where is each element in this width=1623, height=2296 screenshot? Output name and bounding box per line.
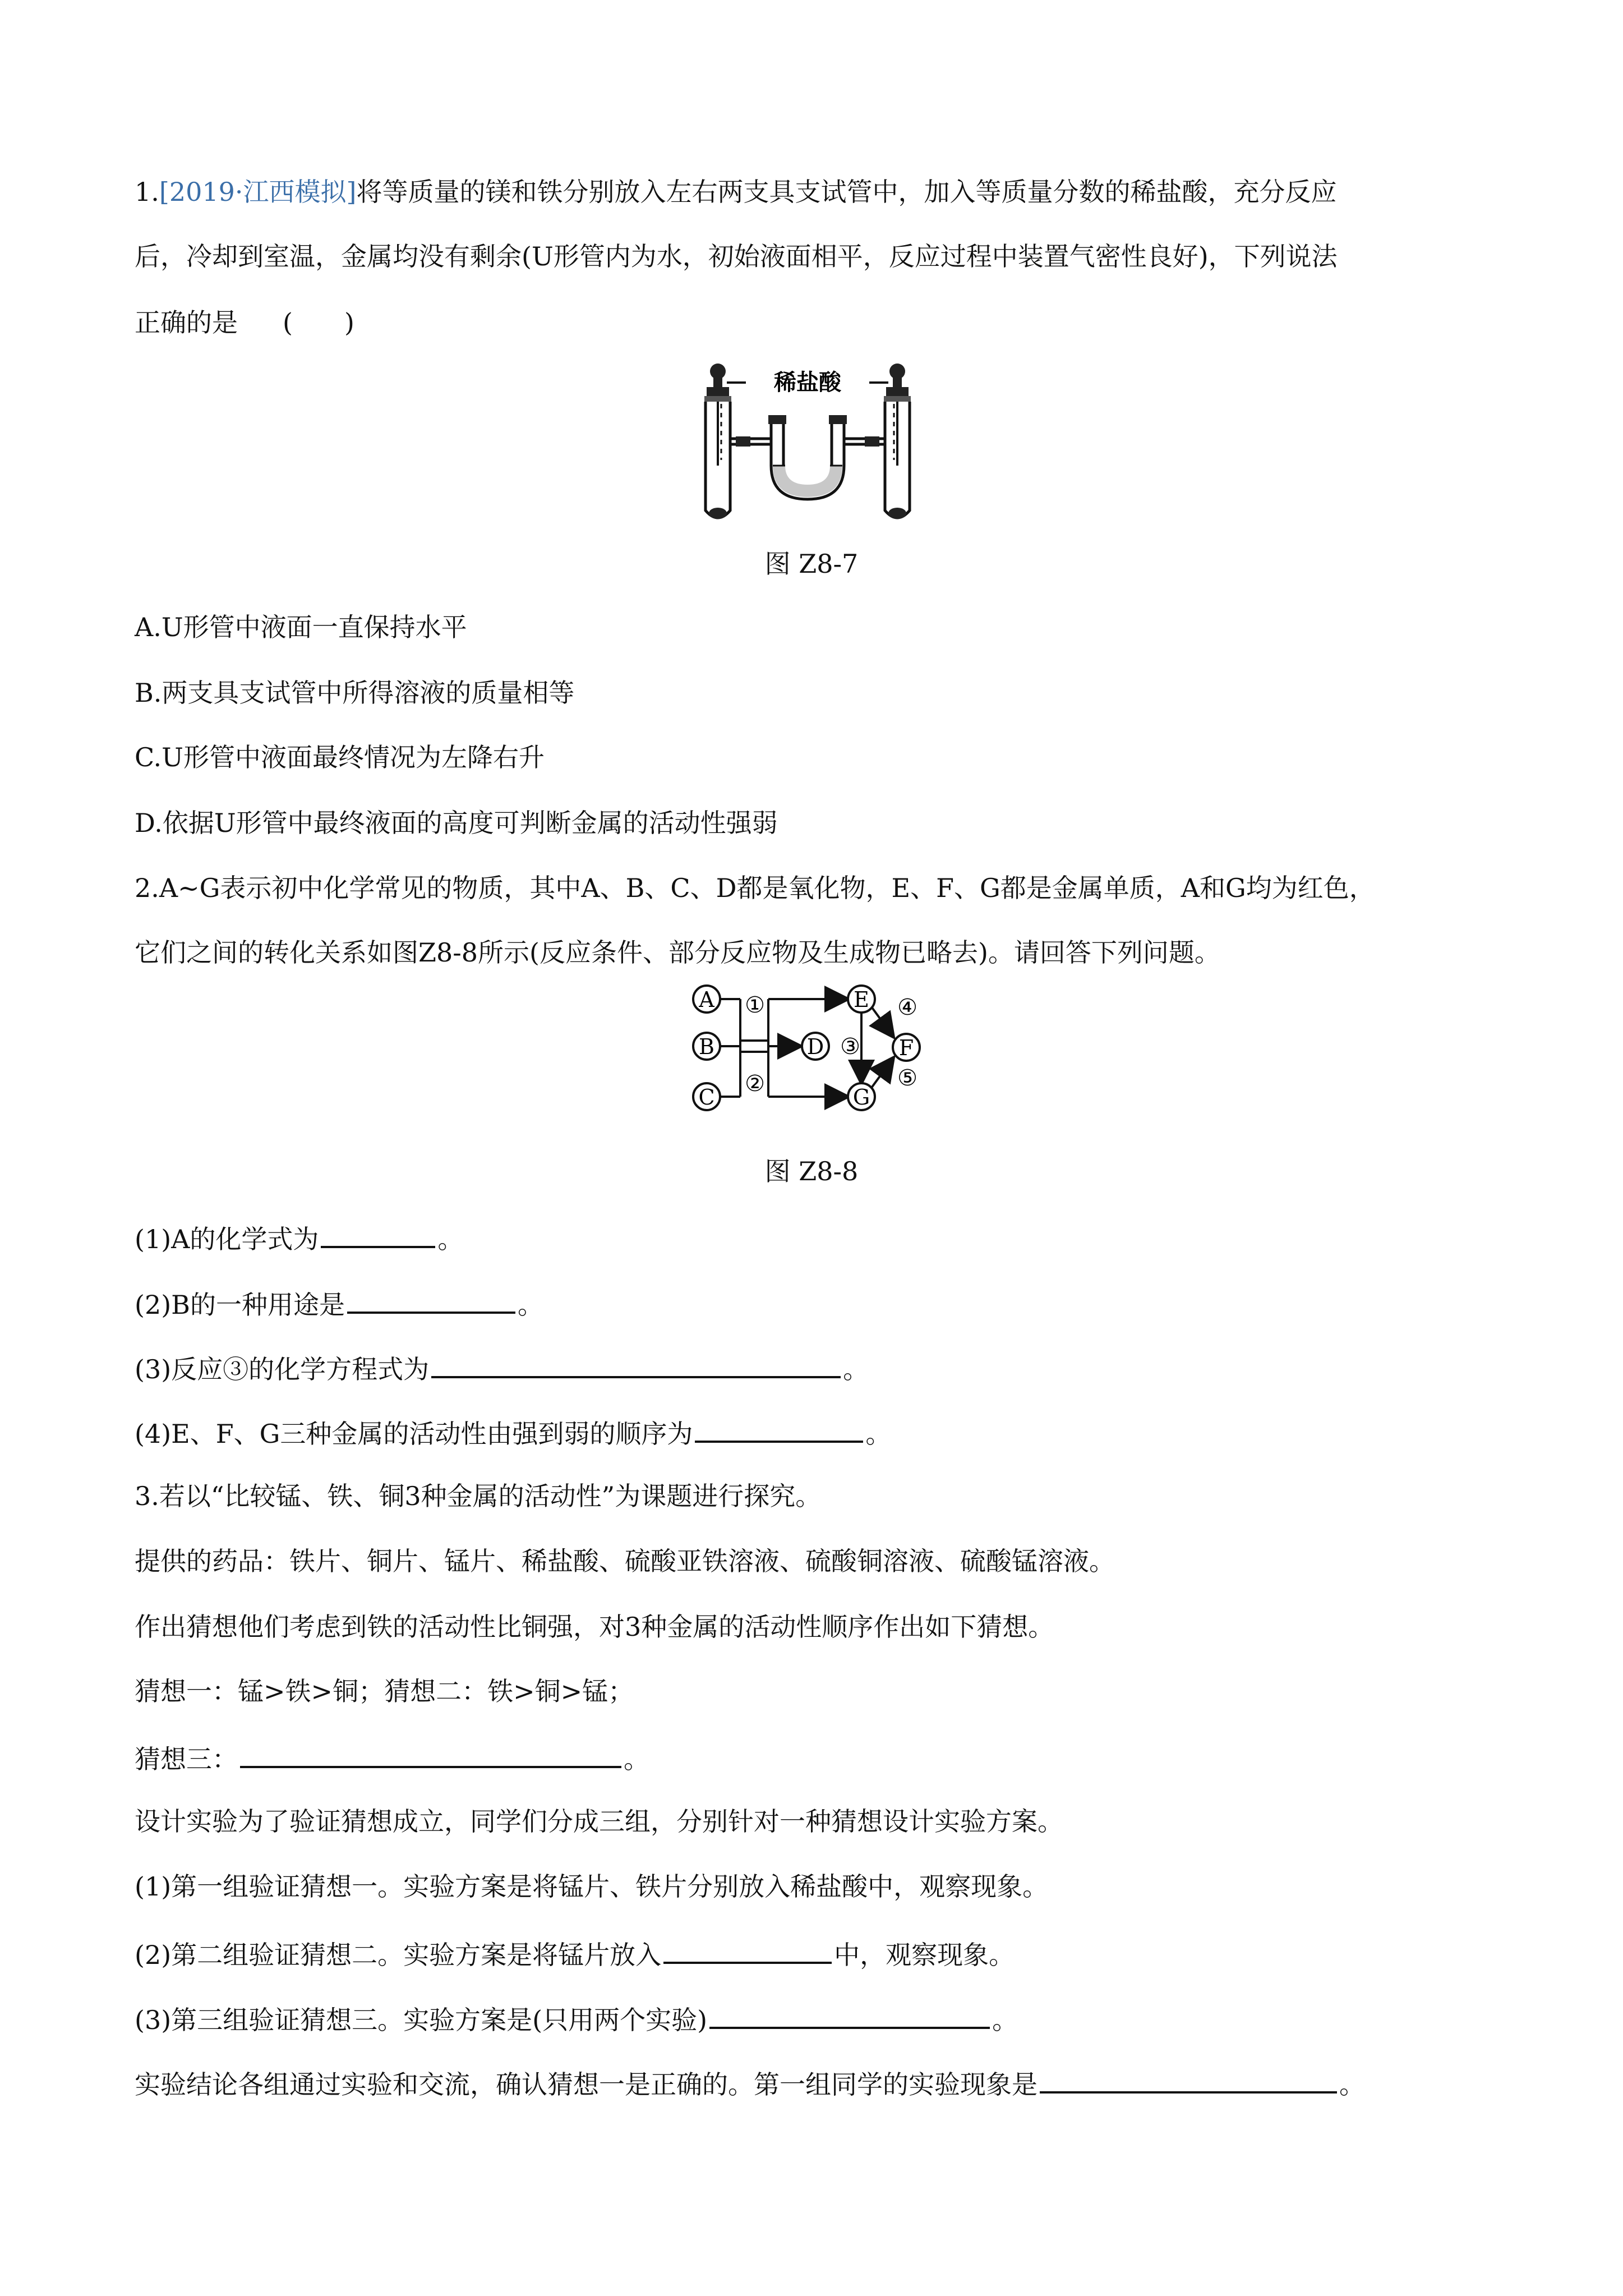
reaction-1-label: ① [745,992,765,1018]
q1-stem-3: 正确的是 [135,307,238,338]
q3-line5-text: 猜想三： [135,1744,238,1774]
q1-line1 [135,175,1336,209]
q2-sub1-text: (1)A的化学式为 [135,1224,319,1254]
node-g-label: G [852,1085,870,1110]
q2-sub1 [135,1219,463,1256]
q2-sub2-end: 。 [517,1290,543,1320]
q3-line10 [135,2064,1365,2101]
reaction-3-label: ③ [840,1034,860,1060]
q3-line3: 作出猜想他们考虑到铁的活动性比铜强，对3种金属的活动性顺序作出如下猜想。 [135,1612,1054,1642]
q2-sub4 [135,1414,891,1451]
q2-sub4-text: (4)E、F、G三种金属的活动性由强到弱的顺序为 [135,1419,693,1449]
answer-blank-q2-1[interactable] [321,1219,435,1248]
q2-sub3-end: 。 [843,1354,869,1384]
node-f-label: F [898,1036,914,1060]
node-e-label: E [854,987,869,1012]
answer-blank-q2-4[interactable] [695,1414,863,1443]
q3-line5-end: 。 [624,1744,649,1774]
q3-line2: 提供的药品：铁片、铜片、锰片、稀盐酸、硫酸亚铁溶液、硫酸铜溶液、硫酸锰溶液。 [135,1546,1115,1576]
q2-line2: 它们之间的转化关系如图Z8-8所示(反应条件、部分反应物及生成物已略去)。请回答下列问题。 [135,937,1220,968]
q3-line8-text: (2)第二组验证猜想二。实验方案是将锰片放入 [135,1940,662,1970]
q1-option-b: B.两支具支试管中所得溶液的质量相等 [135,678,575,708]
q2-sub4-end: 。 [865,1419,892,1449]
node-a-label: A [699,987,714,1012]
q3-line6: 设计实验为了验证猜想成立，同学们分成三组，分别针对一种猜想设计实验方案。 [135,1806,1063,1837]
q3-line9-text: (3)第三组验证猜想三。实验方案是(只用两个实验) [135,2005,708,2035]
q2-sub3 [135,1349,869,1386]
reaction-2-label: ② [745,1071,765,1097]
node-c-label: C [698,1085,715,1110]
q2-line1: 2.A~G表示初中化学常见的物质，其中A、B、C、D都是氧化物，E、F、G都是金属单质，A和G均为红色， [135,873,1375,903]
q1-line2: 后，冷却到室温，金属均没有剩余(U形管内为水，初始液面相平，反应过程中装置气密性良好)，下列说法 [135,241,1338,272]
figure-z8-8-diagram [684,979,942,1119]
q2-sub2 [135,1285,543,1322]
answer-blank-q3-2[interactable] [663,1935,832,1964]
node-b-label: B [699,1034,714,1059]
q3-line10-text: 实验结论各组通过实验和交流，确认猜想一是正确的。第一组同学的实验现象是 [135,2069,1038,2100]
answer-blank-q2-3[interactable] [431,1349,841,1378]
reaction-5-label: ⑤ [897,1065,917,1091]
q1-option-d: D.依据U形管中最终液面的高度可判断金属的活动性强弱 [135,808,778,838]
q3-line8 [135,1935,1015,1972]
figure-z8-8-caption: 图 Z8-8 [764,1156,859,1186]
q3-line9-end: 。 [992,2005,1018,2035]
q3-line8-end: 中，观察现象。 [834,1940,1015,1970]
q2-sub1-end: 。 [437,1224,464,1254]
q1-option-c: C.U形管中液面最终情况为左降右升 [135,742,545,772]
q2-sub3-text: (3)反应③的化学方程式为 [135,1354,430,1384]
q1-option-a: A.U形管中液面一直保持水平 [135,612,467,642]
q3-line9 [135,2000,1018,2037]
q1-source: [2019·江西模拟] [159,177,357,207]
answer-blank-q3-result[interactable] [1040,2064,1337,2093]
reaction-4-label: ④ [897,995,917,1020]
q3-line10-end: 。 [1339,2069,1365,2100]
q1-stem-1: 将等质量的镁和铁分别放入左右两支具支试管中，加入等质量分数的稀盐酸，充分反应 [356,177,1337,207]
q3-line5 [135,1739,649,1776]
figure-label: 稀盐酸 [774,369,841,395]
q3-line1: 3.若以“比较锰、铁、铜3种金属的活动性”为课题进行探究。 [135,1481,822,1511]
q2-sub2-text: (2)B的一种用途是 [135,1290,345,1320]
answer-blank-guess-3[interactable] [240,1739,621,1768]
node-d-label: D [806,1034,824,1059]
q1-line3 [135,306,354,339]
answer-blank-q2-2[interactable] [347,1285,515,1314]
q1-number: 1. [135,177,159,207]
q1-answer-bracket: ( ) [283,307,354,338]
figure-z8-7-apparatus [673,359,942,527]
q3-line4: 猜想一：锰>铁>铜；猜想二：铁>铜>锰； [135,1676,634,1706]
figure-z8-7-caption: 图 Z8-7 [764,549,859,579]
answer-blank-q3-3[interactable] [709,2000,990,2029]
q3-line7: (1)第一组验证猜想一。实验方案是将锰片、铁片分别放入稀盐酸中，观察现象。 [135,1871,1049,1902]
